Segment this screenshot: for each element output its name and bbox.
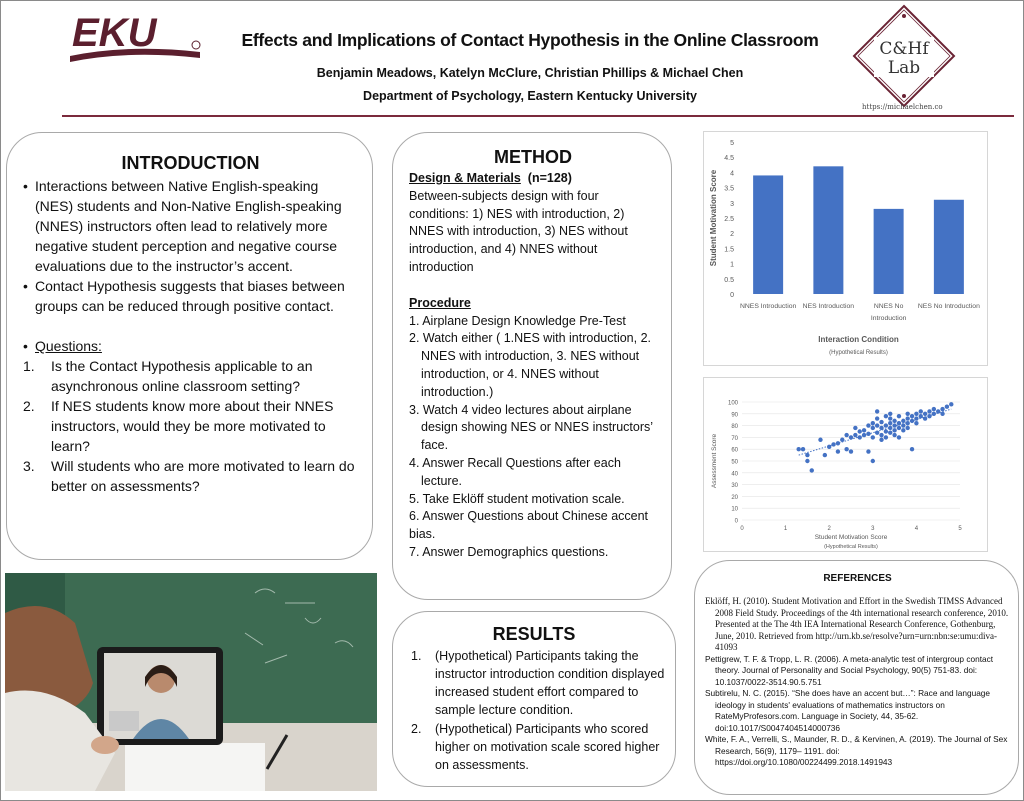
eku-logo-text: EKU: [72, 11, 157, 55]
scatter-point: [905, 416, 909, 420]
scatter-point: [871, 426, 875, 430]
x-axis-note: (Hypothetical Results): [824, 544, 878, 550]
scatter-point: [897, 435, 901, 439]
method-panel: [392, 132, 672, 600]
scatter-point: [914, 416, 918, 420]
references-panel: [694, 560, 1019, 795]
y-tick-label: 5: [730, 140, 734, 147]
y-tick-label: 0.5: [724, 276, 734, 284]
scatter-point: [810, 468, 814, 472]
result-item: [403, 647, 665, 719]
scatter-point: [923, 412, 927, 416]
scatter-chart-svg: [704, 378, 989, 553]
scatter-point: [901, 428, 905, 432]
y-tick-label: 2.5: [724, 216, 734, 223]
bar: [753, 175, 783, 294]
scatter-point: [805, 459, 809, 463]
result-number: 2.: [411, 722, 422, 736]
scatter-point: [892, 423, 896, 427]
lab-logo: [852, 4, 956, 108]
question-item: 3. Will students who are more motivated to learn do better on assessments?: [23, 456, 358, 496]
scatter-point: [879, 420, 883, 424]
introduction-list: [23, 176, 358, 496]
scatter-point: [836, 449, 840, 453]
procedure-step: 1. Airplane Design Knowledge Pre-Test: [409, 313, 626, 328]
results-heading: RESULTS: [492, 624, 576, 644]
y-tick-label: 20: [731, 494, 738, 501]
scatter-point: [884, 435, 888, 439]
scatter-point: [862, 428, 866, 432]
design-n: (n=128): [527, 171, 572, 185]
y-tick-label: 4.5: [724, 155, 734, 163]
scatter-point: [919, 414, 923, 418]
scatter-point: [801, 447, 805, 451]
scatter-point: [853, 426, 857, 430]
reference-item: Subtirelu, N. C. (2015). “She does have an accent but…”: Race and language ideology in students' evaluations of mathematics instructors on RateMyProfesors.com. Language in Society, 44, 35-62. doi:10.1017/S0047404514000736: [705, 688, 991, 733]
scatter-point: [849, 449, 853, 453]
scatter-point: [888, 416, 892, 420]
scatter-point: [923, 416, 927, 420]
scatter-point: [888, 430, 892, 434]
y-axis-title: Student Motivation Score: [709, 169, 718, 267]
y-tick-label: 70: [731, 435, 738, 442]
y-tick-label: 0: [734, 518, 738, 525]
scatter-point: [840, 438, 844, 442]
y-tick-label: 3.5: [724, 185, 734, 193]
scatter-point: [940, 407, 944, 411]
question-item: 1. Is the Contact Hypothesis applicable to an asynchronous online classroom setting?: [23, 356, 358, 396]
scatter-point: [884, 429, 888, 433]
x-tick-label: 0: [740, 526, 744, 532]
scatter-point: [905, 421, 909, 425]
scatter-point: [892, 419, 896, 423]
scatter-point: [866, 449, 870, 453]
scatter-point: [849, 435, 853, 439]
lab-logo-line2: Lab: [887, 58, 921, 78]
scatter-point: [888, 426, 892, 430]
y-tick-label: 80: [731, 424, 738, 431]
method-heading: METHOD: [494, 147, 572, 167]
scatter-point: [879, 433, 883, 437]
scatter-point: [884, 423, 888, 427]
scatter-point: [796, 447, 800, 451]
y-tick-label: 50: [731, 459, 738, 466]
scatter-point: [932, 412, 936, 416]
scatter-point: [901, 419, 905, 423]
results-panel: [392, 611, 676, 787]
procedure-step: 6. Answer Questions about Chinese accent bias.: [409, 509, 649, 542]
procedure-step: 3. Watch 4 video lectures about airplane design showing NES or NNES instructors’ face.: [409, 402, 653, 453]
scatter-point: [875, 430, 879, 434]
y-tick-label: 2: [730, 231, 734, 239]
scatter-point: [818, 438, 822, 442]
procedure-step: 7. Answer Demographics questions.: [409, 544, 609, 559]
poster-title: Effects and Implications of Contact Hypothesis in the Online Classroom: [241, 30, 819, 50]
result-item: [403, 720, 665, 774]
question-item: 2. If NES students know more about their NNES instructors, would they be more motivated to learn?: [23, 396, 358, 456]
scatter-chart: [703, 377, 988, 552]
scatter-point: [897, 426, 901, 430]
x-axis-title: Student Motivation Score: [814, 534, 888, 541]
introduction-panel: [6, 132, 373, 560]
scatter-point: [914, 421, 918, 425]
scatter-point: [805, 453, 809, 457]
design-label: Design & Materials: [409, 171, 521, 185]
scatter-point: [910, 447, 914, 451]
x-tick-label: 1: [783, 526, 788, 532]
scatter-point: [858, 429, 862, 433]
reference-item: Eklöff, H. (2010). Student Motivation and Effort in the Swedish TIMSS Advanced 2008 Field Study. Proceedings of the 4th international research conference, 2010. Presented at the The 4th IEA International Research Conference, Gothenburg, June, 2010. Retrieved from http://urn.kb.se/resolve?urn=urn:nbn:se:umu:diva-41093: [705, 596, 1009, 652]
header-divider: [62, 115, 1014, 117]
scatter-point: [936, 409, 940, 413]
scatter-point: [905, 412, 909, 416]
lecture-illustration: [5, 573, 377, 791]
question-text: If NES students know more about their NNES instructors, would they be more motivated to learn?: [51, 398, 334, 454]
y-tick-label: 40: [731, 471, 738, 478]
scatter-point: [940, 412, 944, 416]
procedure-step: 4. Answer Recall Questions after each lecture.: [409, 455, 621, 488]
question-text: Is the Contact Hypothesis applicable to an asynchronous online classroom setting?: [51, 358, 313, 394]
intro-bullet: • Interactions between Native English-speaking (NES) students and Non-Native English-speaking (NNES) instructors often lead to relatively more negative student perception and negative course evaluations due to the instructor’s accent.: [23, 176, 358, 276]
result-text: (Hypothetical) Participants who scored higher on motivation scale scored higher on assessments.: [435, 722, 660, 772]
scatter-point: [919, 409, 923, 413]
reference-item: White, F. A., Verrelli, S., Maunder, R. D., & Kervinen, A. (2019). The Journal of Sex Research, 56(9), 1179– 1191. doi: https://doi.org/10.1080/00224499.2018.1491943: [705, 734, 1008, 767]
scatter-point: [910, 419, 914, 423]
bar-chart-svg: [704, 132, 989, 367]
scatter-point: [879, 438, 883, 442]
scatter-point: [897, 414, 901, 418]
x-tick-label: Introduction: [870, 315, 907, 322]
scatter-point: [853, 433, 857, 437]
scatter-point: [875, 423, 879, 427]
x-tick-label: 2: [827, 526, 831, 532]
scatter-point: [831, 442, 835, 446]
scatter-point: [888, 412, 892, 416]
eku-logo: [68, 8, 202, 64]
scatter-point: [949, 402, 953, 406]
intro-bullet: • Contact Hypothesis suggests that biases between groups can be reduced through positive contact.: [23, 276, 358, 316]
x-tick-label: NES Introduction: [802, 303, 855, 310]
scatter-point: [905, 426, 909, 430]
lab-logo-line1: C&Hf: [879, 39, 929, 59]
y-tick-label: 1.5: [724, 246, 734, 254]
bar: [813, 166, 843, 294]
procedure-step: 5. Take Eklöff student motivation scale.: [409, 491, 625, 506]
scatter-point: [871, 435, 875, 439]
scatter-point: [836, 441, 840, 445]
scatter-point: [862, 433, 866, 437]
scatter-point: [884, 414, 888, 418]
scatter-point: [875, 416, 879, 420]
x-tick-label: NNES No: [873, 303, 904, 310]
scatter-point: [858, 435, 862, 439]
scatter-point: [910, 414, 914, 418]
x-tick-label: 5: [958, 526, 962, 532]
department: Department of Psychology, Eastern Kentucky University: [363, 89, 697, 103]
introduction-heading: INTRODUCTION: [121, 153, 260, 173]
y-tick-label: 1: [730, 261, 734, 269]
scatter-point: [888, 421, 892, 425]
reference-item: Pettigrew, T. F. & Tropp, L. R. (2006). A meta-analytic test of intergroup contact theory. Journal of Personality and Social Psychology, 90(5) 751-83. doi: 10.1037/0022-3514.90.5.751: [705, 653, 994, 687]
scatter-point: [827, 445, 831, 449]
y-tick-label: 0: [730, 292, 734, 299]
scatter-point: [823, 453, 827, 457]
questions-label: Questions:: [35, 338, 102, 354]
y-tick-label: 4: [730, 170, 734, 178]
online-lecture-photo: [5, 573, 377, 791]
y-axis-title: Assessment Score: [711, 433, 718, 489]
y-tick-label: 90: [731, 412, 738, 419]
x-tick-label: NES No Introduction: [917, 303, 980, 310]
bar-chart: [703, 131, 988, 366]
y-tick-label: 100: [727, 400, 738, 407]
scatter-point: [844, 433, 848, 437]
y-tick-label: 3: [730, 200, 734, 208]
x-tick-label: NNES Introduction: [739, 303, 797, 310]
design-heading: [409, 170, 657, 188]
authors: Benjamin Meadows, Katelyn McClure, Christian Phillips & Michael Chen: [316, 66, 744, 80]
scatter-point: [866, 432, 870, 436]
y-tick-label: 60: [731, 447, 738, 454]
result-text: (Hypothetical) Participants taking the instructor introduction condition displayed increased student effort compared to sample lecture condition.: [435, 649, 665, 717]
procedure-step: 2. Watch either ( 1.NES with introduction, 2. NNES with introduction, 3. NES without introduction, or 4. NNES without introduction.): [409, 331, 652, 399]
x-axis-title: Interaction Condition: [818, 335, 899, 344]
scatter-point: [914, 412, 918, 416]
result-number: 1.: [411, 649, 422, 663]
scatter-point: [844, 447, 848, 451]
y-tick-label: 10: [731, 506, 738, 513]
x-axis-note: (Hypothetical Results): [829, 350, 888, 356]
scatter-point: [927, 414, 931, 418]
procedure-label: Procedure: [409, 295, 471, 310]
x-tick-label: 4: [914, 526, 919, 532]
design-text: Between-subjects design with four conditions: 1) NES with introduction, 2) NNES with introduction, 3) NES without introduction, and 4) NNES without introduction: [409, 188, 628, 274]
bar: [874, 209, 904, 294]
scatter-point: [945, 405, 949, 409]
scatter-point: [866, 423, 870, 427]
scatter-point: [871, 421, 875, 425]
bar: [934, 200, 964, 294]
references-heading: REFERENCES: [823, 573, 892, 584]
scatter-point: [932, 407, 936, 411]
scatter-point: [879, 426, 883, 430]
lab-url: https://michaelchen.co: [862, 103, 943, 111]
scatter-point: [875, 409, 879, 413]
question-text: Will students who are more motivated to learn do better on assessments?: [51, 458, 355, 494]
x-tick-label: 3: [871, 526, 875, 532]
questions-label-item: [23, 336, 358, 356]
scatter-point: [892, 433, 896, 437]
scatter-point: [892, 428, 896, 432]
scatter-point: [927, 409, 931, 413]
y-tick-label: 30: [731, 483, 738, 490]
scatter-point: [871, 459, 875, 463]
scatter-point: [897, 421, 901, 425]
scatter-point: [901, 423, 905, 427]
